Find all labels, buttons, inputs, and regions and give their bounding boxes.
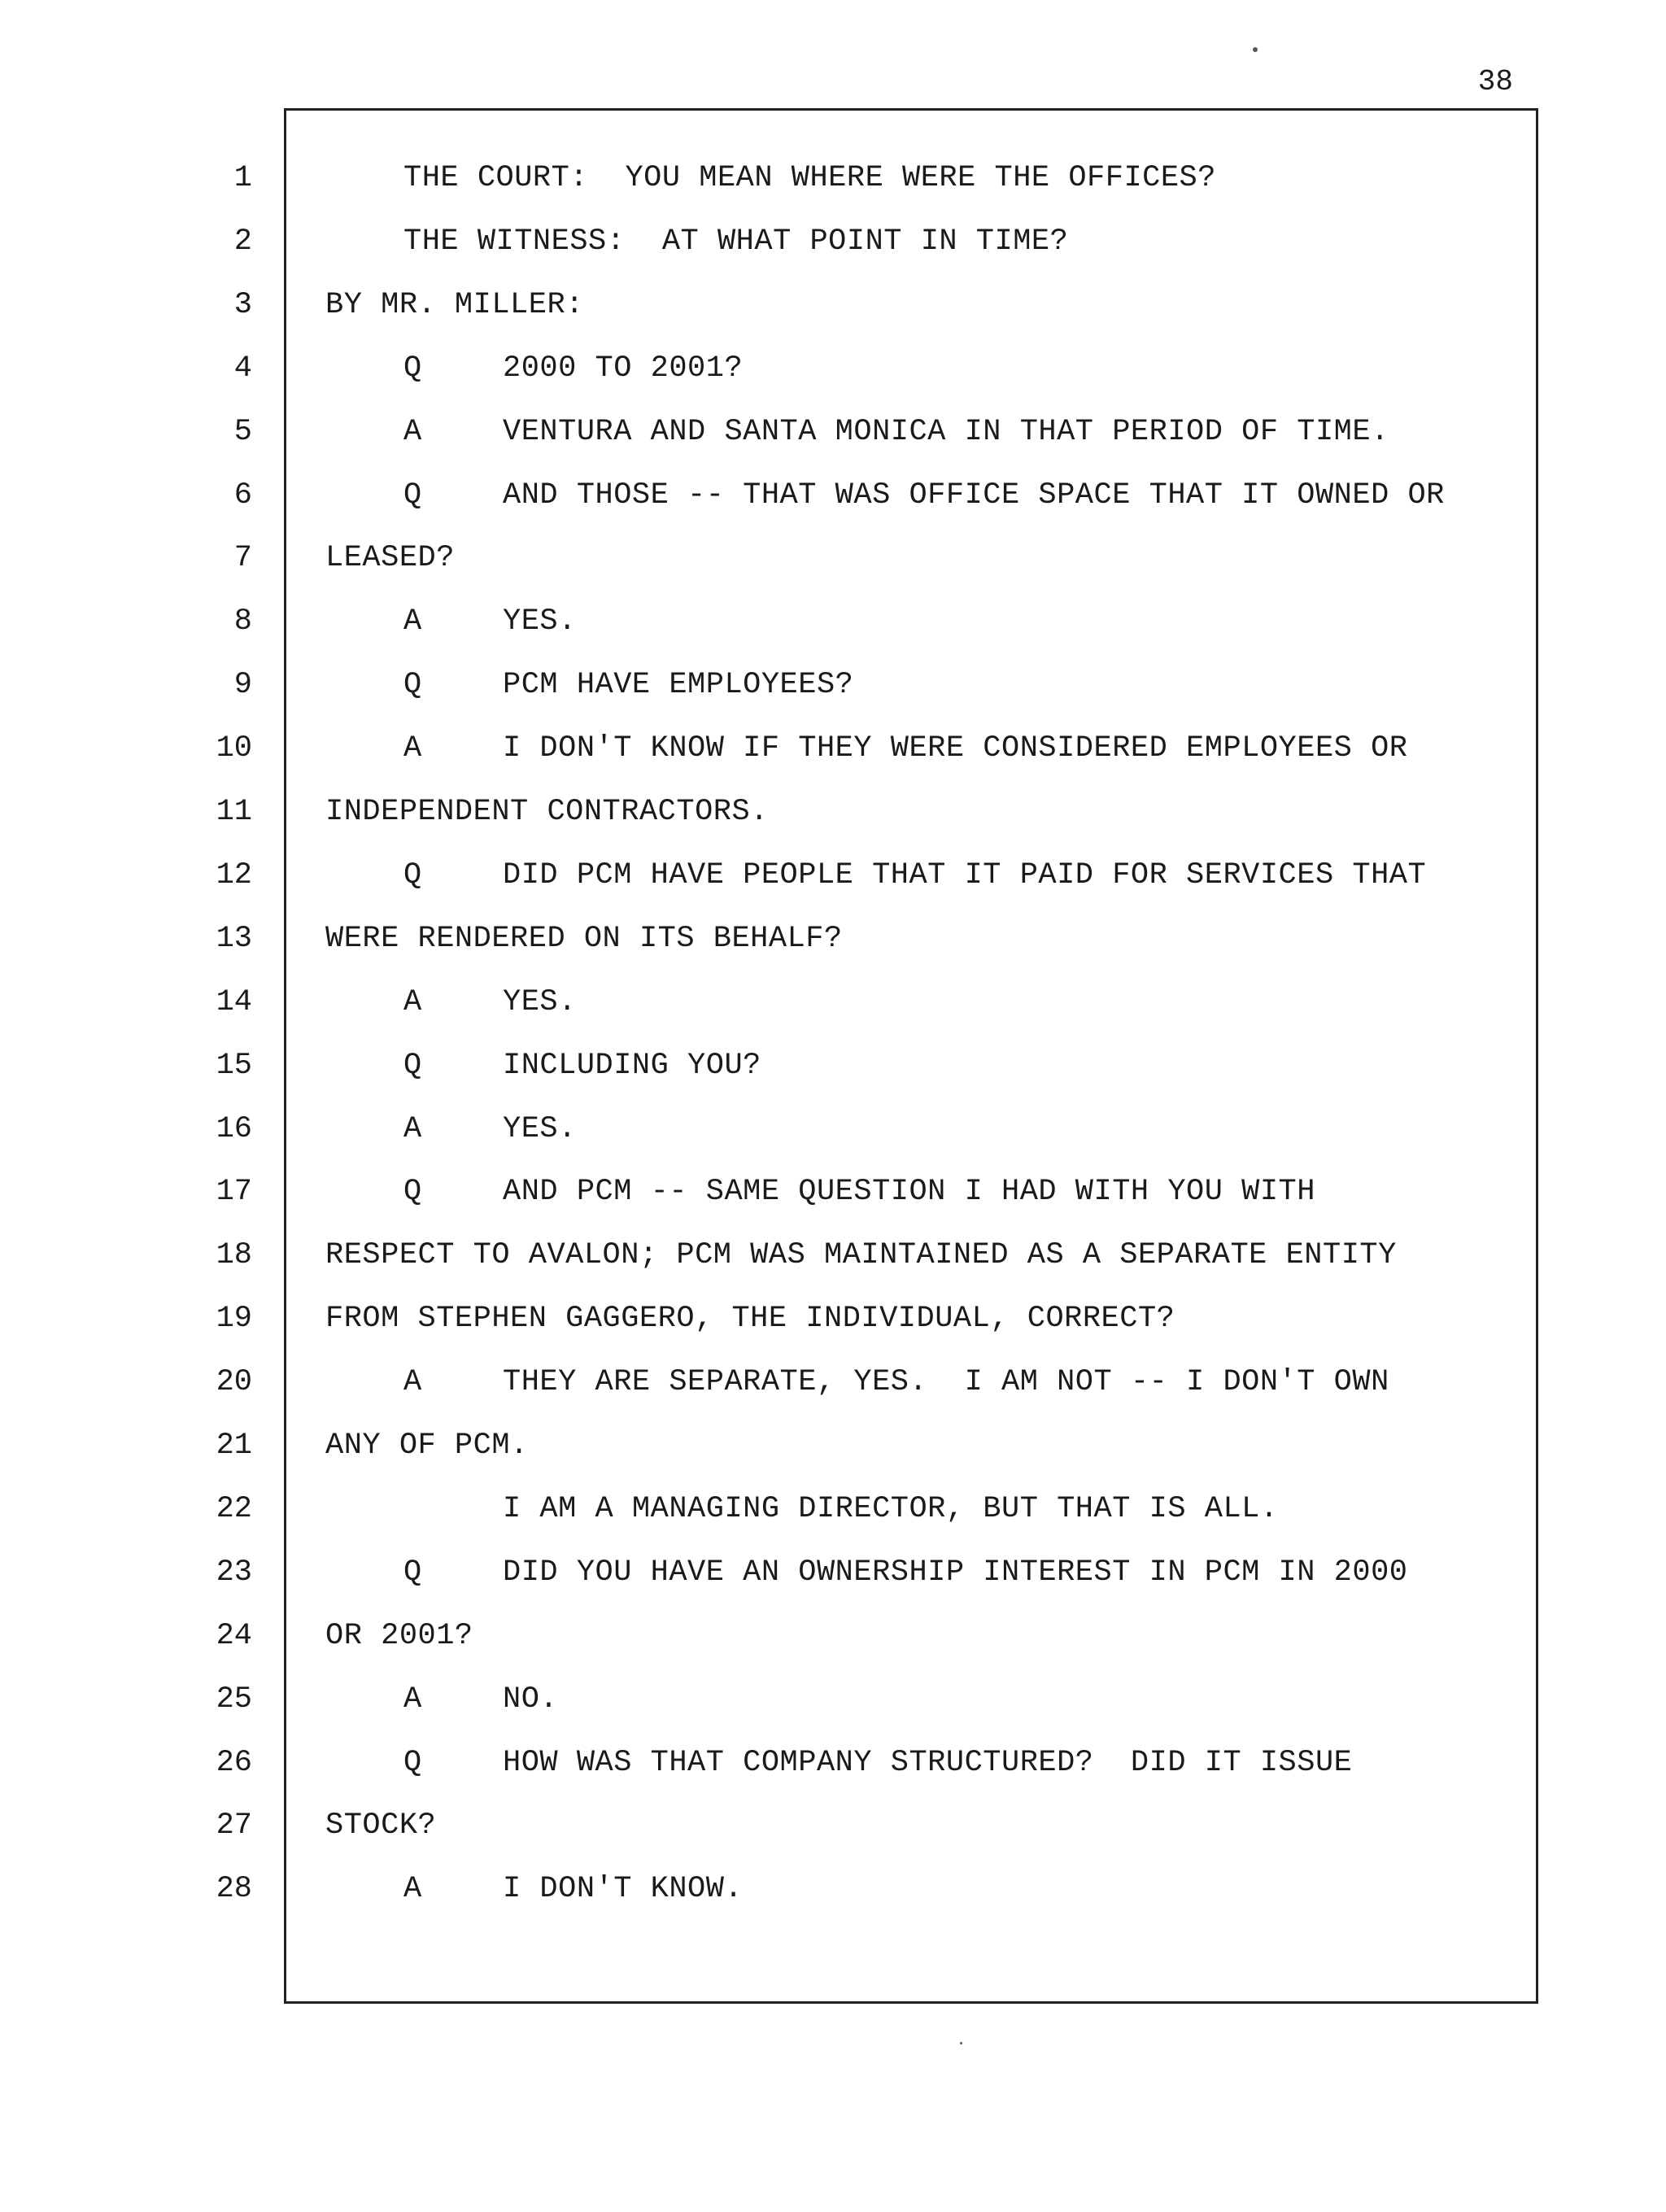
- transcript-line: [0, 971, 1666, 1034]
- line-number: 1: [233, 161, 252, 195]
- line-number: 4: [233, 351, 252, 386]
- line-text: DID YOU HAVE AN OWNERSHIP INTEREST IN PCM IN 2000: [503, 1555, 1408, 1590]
- line-number: 25: [216, 1682, 252, 1717]
- transcript-line: [0, 1350, 1666, 1414]
- speaker-label: Q: [403, 668, 422, 703]
- line-number: 6: [233, 478, 252, 513]
- line-text: 2000 TO 2001?: [503, 351, 744, 386]
- transcript-line: [0, 1731, 1666, 1795]
- line-text: YES.: [503, 1111, 577, 1146]
- transcript-line: [0, 146, 1666, 210]
- speaker-label: Q: [403, 1175, 422, 1210]
- scan-speck: [960, 2042, 962, 2044]
- line-number: 20: [216, 1365, 252, 1400]
- line-text: FROM STEPHEN GAGGERO, THE INDIVIDUAL, CORRECT?: [325, 1302, 1175, 1337]
- speaker-label: Q: [403, 857, 422, 892]
- line-number: 17: [216, 1175, 252, 1210]
- line-text: OR 2001?: [325, 1618, 473, 1653]
- transcript-line: [0, 907, 1666, 971]
- line-number: 14: [216, 984, 252, 1019]
- transcript-line: [0, 1034, 1666, 1097]
- speaker-label: A: [403, 1111, 422, 1146]
- line-text: WERE RENDERED ON ITS BEHALF?: [325, 921, 843, 956]
- transcript-line: [0, 1541, 1666, 1604]
- line-text: BY MR. MILLER:: [325, 287, 584, 322]
- transcript-line: [0, 1160, 1666, 1224]
- speaker-label: A: [403, 1872, 422, 1907]
- line-text: INDEPENDENT CONTRACTORS.: [325, 795, 769, 829]
- line-number: 12: [216, 857, 252, 892]
- speaker-label: A: [403, 731, 422, 766]
- line-text: THE WITNESS: AT WHAT POINT IN TIME?: [403, 224, 1069, 259]
- transcript-line: [0, 400, 1666, 464]
- transcript-line: [0, 590, 1666, 653]
- line-text: I DON'T KNOW IF THEY WERE CONSIDERED EMPLOYEES OR: [503, 731, 1408, 766]
- speaker-label: Q: [403, 1048, 422, 1083]
- line-number: 11: [216, 795, 252, 829]
- line-text: RESPECT TO AVALON; PCM WAS MAINTAINED AS A SEPARATE ENTITY: [325, 1238, 1397, 1273]
- speaker-label: Q: [403, 1555, 422, 1590]
- transcript-line: [0, 1668, 1666, 1731]
- line-number: 2: [233, 224, 252, 259]
- line-text: DID PCM HAVE PEOPLE THAT IT PAID FOR SERVICES THAT: [503, 857, 1427, 892]
- line-text: AND PCM -- SAME QUESTION I HAD WITH YOU WITH: [503, 1175, 1315, 1210]
- transcript-line: [0, 1604, 1666, 1668]
- transcript-line: [0, 337, 1666, 400]
- line-text: I AM A MANAGING DIRECTOR, BUT THAT IS ALL.: [503, 1491, 1279, 1526]
- line-text: NO.: [503, 1682, 559, 1717]
- speaker-label: A: [403, 1365, 422, 1400]
- line-number: 22: [216, 1491, 252, 1526]
- line-text: LEASED?: [325, 541, 455, 576]
- transcript-line: [0, 844, 1666, 907]
- transcript-line: [0, 780, 1666, 844]
- line-text: ANY OF PCM.: [325, 1429, 529, 1463]
- line-text: INCLUDING YOU?: [503, 1048, 761, 1083]
- line-number: 24: [216, 1618, 252, 1653]
- line-text: THEY ARE SEPARATE, YES. I AM NOT -- I DON'T OWN: [503, 1365, 1389, 1400]
- line-text: I DON'T KNOW.: [503, 1872, 744, 1907]
- line-number: 16: [216, 1111, 252, 1146]
- line-number: 21: [216, 1429, 252, 1463]
- line-number: 27: [216, 1808, 252, 1843]
- line-number: 19: [216, 1302, 252, 1337]
- line-text: THE COURT: YOU MEAN WHERE WERE THE OFFICES?: [403, 161, 1216, 195]
- line-number: 23: [216, 1555, 252, 1590]
- line-text: STOCK?: [325, 1808, 437, 1843]
- transcript-line: [0, 273, 1666, 337]
- transcript-line: [0, 464, 1666, 527]
- line-text: YES.: [503, 984, 577, 1019]
- line-number: 26: [216, 1745, 252, 1780]
- line-number: 18: [216, 1238, 252, 1273]
- transcript-line: [0, 210, 1666, 273]
- line-number: 13: [216, 921, 252, 956]
- line-text: HOW WAS THAT COMPANY STRUCTURED? DID IT ISSUE: [503, 1745, 1353, 1780]
- speaker-label: A: [403, 1682, 422, 1717]
- line-number: 8: [233, 604, 252, 639]
- speaker-label: A: [403, 414, 422, 449]
- transcript-line: [0, 1857, 1666, 1921]
- line-text: VENTURA AND SANTA MONICA IN THAT PERIOD OF TIME.: [503, 414, 1389, 449]
- page-number: 38: [1477, 65, 1513, 98]
- scan-speck: [1253, 47, 1258, 52]
- line-text: AND THOSE -- THAT WAS OFFICE SPACE THAT IT OWNED OR: [503, 478, 1445, 513]
- line-number: 10: [216, 731, 252, 766]
- transcript-line: [0, 1477, 1666, 1541]
- line-number: 7: [233, 541, 252, 576]
- transcript-line: [0, 1414, 1666, 1477]
- speaker-label: Q: [403, 1745, 422, 1780]
- line-text: PCM HAVE EMPLOYEES?: [503, 668, 854, 703]
- line-number: 15: [216, 1048, 252, 1083]
- line-text: YES.: [503, 604, 577, 639]
- line-number: 3: [233, 287, 252, 322]
- transcript-line: [0, 1097, 1666, 1161]
- speaker-label: Q: [403, 351, 422, 386]
- transcript-line: [0, 526, 1666, 590]
- transcript-line: [0, 653, 1666, 717]
- transcript-line: [0, 1224, 1666, 1287]
- line-number: 5: [233, 414, 252, 449]
- line-number: 9: [233, 668, 252, 703]
- transcript-line: [0, 1794, 1666, 1857]
- speaker-label: A: [403, 984, 422, 1019]
- transcript-line: [0, 717, 1666, 780]
- speaker-label: A: [403, 604, 422, 639]
- speaker-label: Q: [403, 478, 422, 513]
- line-number: 28: [216, 1872, 252, 1907]
- transcript-line: [0, 1287, 1666, 1350]
